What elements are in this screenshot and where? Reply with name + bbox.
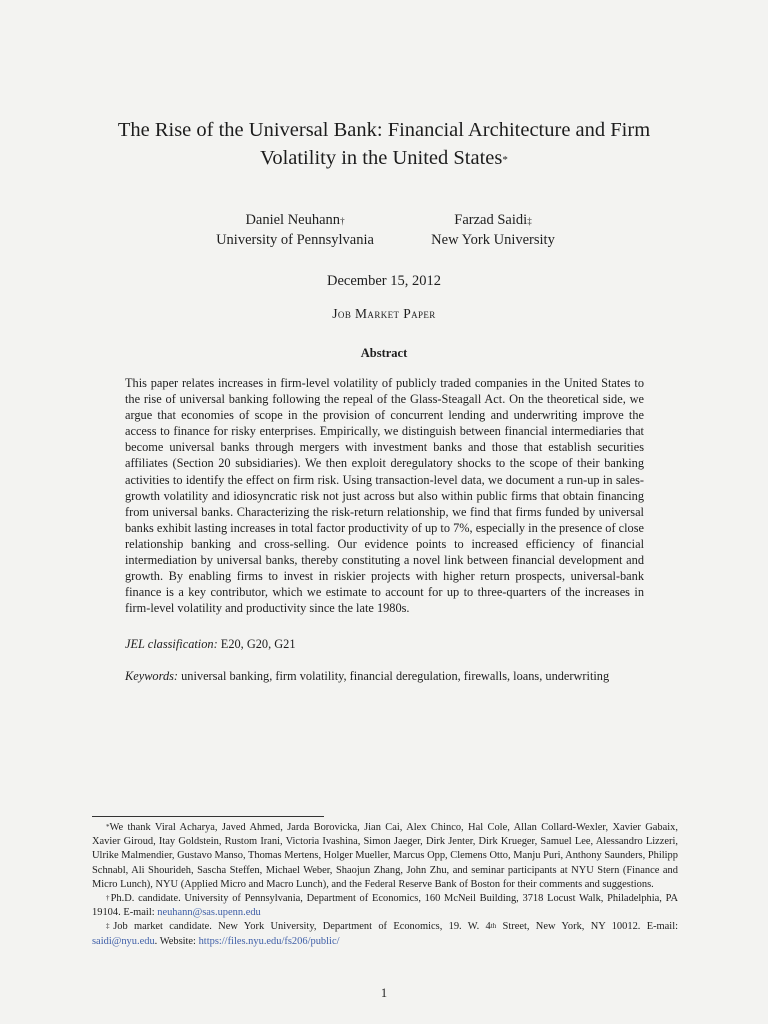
page-number: 1 (380, 986, 388, 1000)
author-1-name: Daniel Neuhann (245, 212, 341, 228)
author-2-affiliation: New York University (431, 232, 555, 248)
author-2-mark: ‡ (527, 216, 532, 226)
author-1 (200, 210, 390, 250)
footnote-3-text-b: Street, New York, NY 10012. E-mail: (496, 921, 678, 933)
email-link-saidi[interactable]: saidi@nyu.edu (92, 935, 155, 947)
paper-date: December 15, 2012 (327, 273, 441, 289)
footnote-3-website-label: . Website: (154, 935, 199, 947)
keywords (125, 668, 644, 684)
footnote-divider (92, 816, 324, 817)
title-footnote-mark: * (502, 154, 508, 166)
footnote-2-mark: † (106, 894, 111, 903)
jel-value: E20, G20, G21 (220, 637, 296, 651)
jel-label: JEL classification: (125, 637, 218, 651)
keywords-label: Keywords: (125, 669, 179, 683)
keywords-value: universal banking, firm volatility, financial deregulation, firewalls, loans, underwriting (181, 669, 610, 683)
website-link[interactable]: https://files.nyu.edu/fs206/public/ (198, 935, 340, 947)
footnote-2-text: Ph.D. candidate. University of Pennsylvania, Department of Economics, 160 McNeil Building, 3718 Locust Walk, Philadelphia, PA 19104. E-mail: (92, 893, 678, 919)
abstract-heading: Abstract (360, 346, 408, 360)
title-line-2: Volatility in the United States (260, 147, 503, 169)
footnotes (92, 821, 678, 949)
footnote-3-text-a: Job market candidate. New York University, Department of Economics, 19. W. 4 (113, 921, 491, 933)
footnote-3 (92, 920, 678, 948)
footnote-2 (92, 892, 678, 920)
author-1-affiliation: University of Pennsylvania (216, 232, 374, 248)
footnote-1-text: We thank Viral Acharya, Javed Ahmed, Jarda Borovicka, Jian Cai, Alex Chinco, Hal Cole, Allan Collard-Wexler, Xavier Gabaix, Xavier Giroud, Itay Goldstein, Rustom Irani, Victoria Ivashina, Simon Jaeger, Dirk Jenter, Dirk Krueger, Samuel Lee, Alessandro Lizzeri, Ulrike Malmendier, Gustavo Manso, Thomas Mertens, Holger Mueller, Marcus Opp, Clemens Otto, Manju Puri, Anthony Saunders, Philipp Schnabl, Ali Shourideh, Sascha Steffen, Michael Weber, Shaojun Zhang, John Zhu, and seminar participants at NYU Stern (Finance and Micro Lunch), NYU (Applied Micro and Macro Lunch), and the Federal Reserve Bank of Boston for their comments and suggestions. (92, 822, 678, 890)
author-2 (400, 210, 586, 250)
title-line-1: The Rise of the Universal Bank: Financial Architecture and Firm (117, 119, 651, 141)
paper-title (60, 116, 708, 172)
paper-type: Job Market Paper (332, 306, 436, 321)
author-1-mark: † (340, 216, 345, 226)
email-link-neuhann[interactable]: neuhann@sas.upenn.edu (157, 907, 261, 919)
abstract-text: This paper relates increases in firm-level volatility of publicly traded companies in the United States to the rise of universal banking following the repeal of the Glass-Steagall Act. On the theoretical side, we argue that economies of scope in the provision of concurrent lending and underwriting improve the access to finance for risky enterprises. Empirically, we distinguish between financial intermediaries that become universal banks through mergers with investment banks and those that establish securities affiliates (Section 20 subsidiaries). We then exploit deregulatory shocks to the scope of their banking activities to identify the effect on firm risk. Using transaction-level data, we document a run-up in sales-growth volatility and idiosyncratic risk not just across but also within public firms that obtain financing from universal banks. Characterizing the risk-return relationship, we find that firms funded by universal banks exhibit lasting increases in total factor productivity of up to 7%, especially in the presence of close relationship banking and cross-selling. Our evidence points to increased efficiency of financial intermediation by universal banks, thereby constituting a novel link between financial development and growth. By enabling firms to invest in riskier projects with higher return prospects, universal-bank finance is a key contributor, which we estimate to account for up to three-quarters of the increases in firm-level volatility and productivity since the late 1980s. (125, 376, 644, 616)
author-2-name: Farzad Saidi (454, 212, 528, 228)
footnote-3-th: th (490, 922, 497, 931)
footnote-3-mark: ‡ (106, 922, 114, 931)
footnote-1-mark: * (106, 823, 110, 831)
jel-classification (125, 636, 644, 652)
footnote-1 (92, 821, 678, 892)
